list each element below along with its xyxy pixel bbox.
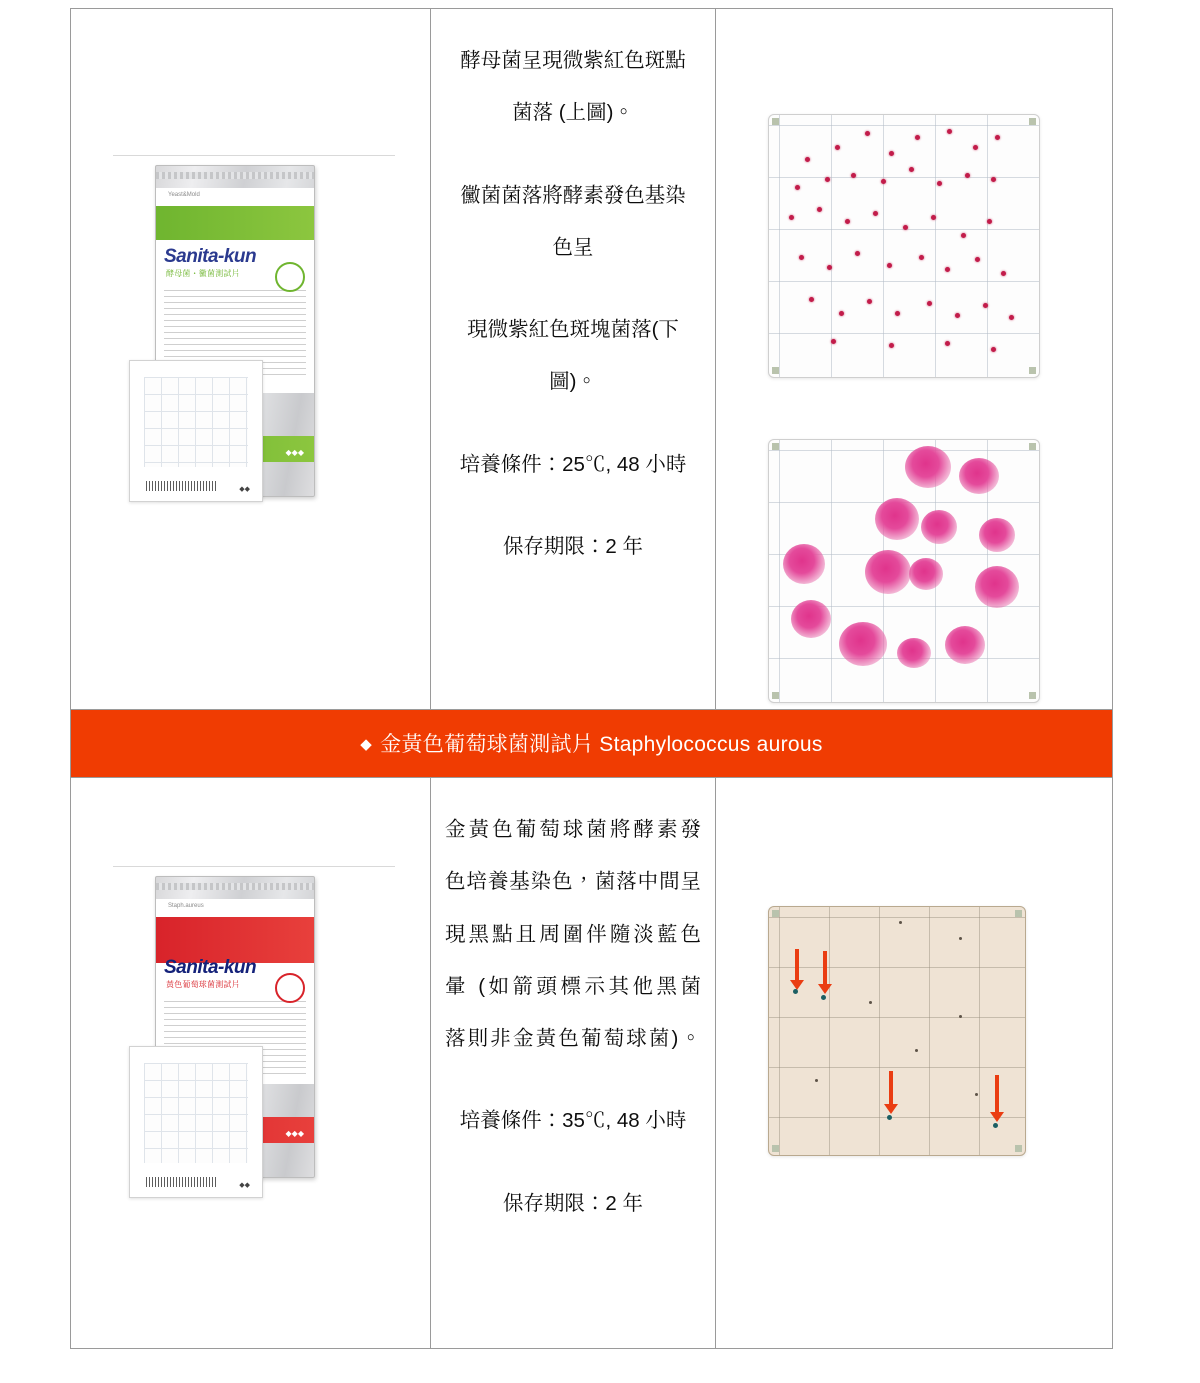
colony-blob [865,550,911,594]
plate-corner [772,1145,779,1152]
colony-dot [1009,315,1014,320]
brand-subtitle: 酵母菌・黴菌測試片 [166,269,240,278]
colony-dot [795,185,800,190]
plate-corner [1015,910,1022,917]
table-row [71,778,1113,1349]
colony-blob [975,566,1019,608]
lot-code: ◆◆ [239,1182,250,1189]
desc-line: 黴菌菌落將酵素發色基染 [460,183,686,207]
plate-images-yeast [716,9,1112,709]
plate-image-mold [768,439,1040,703]
plate-grid [769,115,1039,377]
colony-dot [817,207,822,212]
colony-blob [921,510,957,544]
colony-dot [887,263,892,268]
certification-seal-icon [275,973,305,1003]
package-photo [113,866,395,1224]
plate-image-staph [768,906,1026,1156]
shelf-life: 保存期限：2 年 [502,1191,644,1215]
colony-dot [945,341,950,346]
banner-title-zh: 金黃色葡萄球菌測試片 [380,733,594,756]
other-colony [915,1049,918,1052]
colony-dot [961,233,966,238]
plate-images-staph [716,778,1112,1338]
package-photo [113,155,395,543]
test-sheet-grid [144,1063,248,1163]
desc-line: 暈 (如箭頭標示其他黑菌 [445,974,701,998]
product-photo-staph [71,778,430,1348]
colony-dot [805,157,810,162]
other-colony [899,921,902,924]
description-text-staph [431,778,715,1248]
test-sheet [129,1046,263,1198]
barcode-icon [146,1177,218,1187]
lot-code: ◆◆ [239,486,250,493]
certification-seal-icon [275,262,305,292]
plate-grid [769,907,1025,1155]
colony-blob [909,558,943,590]
colony-dot [809,297,814,302]
colony-blob [791,600,831,638]
colony-dot [851,173,856,178]
desc-line: 落則非金黃色葡萄球菌)。 [445,1027,701,1051]
banner-title-latin: Staphylococcus aurous [599,733,823,756]
document-page [70,8,1112,1358]
product-photo-cell-staph [71,778,431,1349]
diamond-bullet-icon: ◆ [360,736,373,753]
colony-dot [909,167,914,172]
culture-condition: 培養條件：25℃, 48 小時 [459,452,687,476]
plate-corner [772,910,779,917]
package-top-code: Staph.aureus [168,903,204,909]
colony-dot [835,145,840,150]
colony-dot [889,151,894,156]
annotation-arrow-icon [795,949,799,981]
desc-line: 色培養基染色，菌落中間呈 [445,870,701,894]
product-table [70,8,1113,1349]
colony-blob [839,622,887,666]
colony-dot [991,347,996,352]
description-cell-yeast [431,9,716,710]
test-sheet [129,360,263,502]
colony-dot [825,177,830,182]
colony-dot [983,303,988,308]
colony-dot [975,257,980,262]
colony-dot [973,145,978,150]
other-colony [975,1093,978,1096]
colony-dot [947,129,952,134]
colony-dot [867,299,872,304]
colony-dot [831,339,836,344]
colony-blob [945,626,985,664]
desc-line: 酵母菌呈現微紫紅色斑點 [460,49,686,72]
pouch-zip [156,172,314,179]
colony-dot [827,265,832,270]
plate-corner [772,367,779,374]
plate-corner [772,443,779,450]
colony-dot [889,343,894,348]
shelf-life: 保存期限：2 年 [502,534,644,558]
colony-dot [987,219,992,224]
desc-line: 色呈 [552,235,594,259]
annotation-arrow-icon [823,951,827,985]
other-colony [815,1079,818,1082]
desc-line: 金黃色葡萄球菌將酵素發 [445,818,701,841]
colony-dot [915,135,920,140]
barcode-icon [146,481,218,491]
colony-dot [903,225,908,230]
target-colony [993,1123,998,1128]
colony-dot [865,131,870,136]
colony-blob [959,458,999,494]
desc-line: 現黑點且周圍伴隨淡藍色 [445,922,701,946]
colony-dot [1001,271,1006,276]
colony-dot [991,177,996,182]
desc-line: 圖)。 [549,370,597,394]
colony-dot [839,311,844,316]
brand-name: Sanita-kun [164,246,257,267]
brand-subtitle: 黃色葡萄球菌測試片 [166,980,240,989]
table-row [71,9,1113,710]
colony-dot [995,135,1000,140]
plate-corner [1029,692,1036,699]
plate-corner [772,692,779,699]
other-colony [869,1001,872,1004]
other-colony [959,1015,962,1018]
culture-condition: 培養條件：35℃, 48 小時 [459,1109,687,1133]
description-cell-staph [431,778,716,1349]
plate-image-yeast [768,114,1040,378]
colony-blob [783,544,825,584]
plate-corner [1029,118,1036,125]
brand-name: Sanita-kun [164,957,257,978]
annotation-arrow-icon [889,1071,893,1105]
plate-corner [772,118,779,125]
colony-dot [931,215,936,220]
product-photo-yeast [71,9,430,709]
manufacturer-mark: ◆◆◆ [285,1129,304,1138]
colony-dot [881,179,886,184]
colony-dot [789,215,794,220]
colony-dot [955,313,960,318]
description-text-yeast [431,9,715,591]
banner-text [71,710,1112,777]
plate-images-cell-yeast [716,9,1113,710]
plate-images-cell-staph [716,778,1113,1349]
plate-corner [1015,1145,1022,1152]
manufacturer-mark: ◆◆◆ [285,448,304,457]
product-photo-cell-yeast [71,9,431,710]
pouch-zip [156,883,314,890]
desc-line: 菌落 (上圖)。 [512,101,634,125]
section-banner [71,710,1113,778]
label-color-band [156,206,314,240]
colony-blob [875,498,919,540]
other-colony [959,937,962,940]
test-sheet-grid [144,377,248,467]
colony-dot [965,173,970,178]
banner-cell [71,710,1113,778]
colony-dot [919,255,924,260]
target-colony [793,989,798,994]
colony-dot [945,267,950,272]
colony-blob [897,638,931,668]
colony-dot [927,301,932,306]
colony-blob [979,518,1015,552]
annotation-arrow-icon [995,1075,999,1113]
target-colony [887,1115,892,1120]
colony-dot [895,311,900,316]
colony-dot [873,211,878,216]
target-colony [821,995,826,1000]
plate-corner [1029,367,1036,374]
colony-blob [905,446,951,488]
colony-dot [855,251,860,256]
colony-dot [799,255,804,260]
plate-corner [1029,443,1036,450]
colony-dot [937,181,942,186]
colony-dot [845,219,850,224]
package-top-code: Yeast&Mold [168,192,200,198]
desc-line: 現微紫紅色斑塊菌落(下 [467,318,679,342]
